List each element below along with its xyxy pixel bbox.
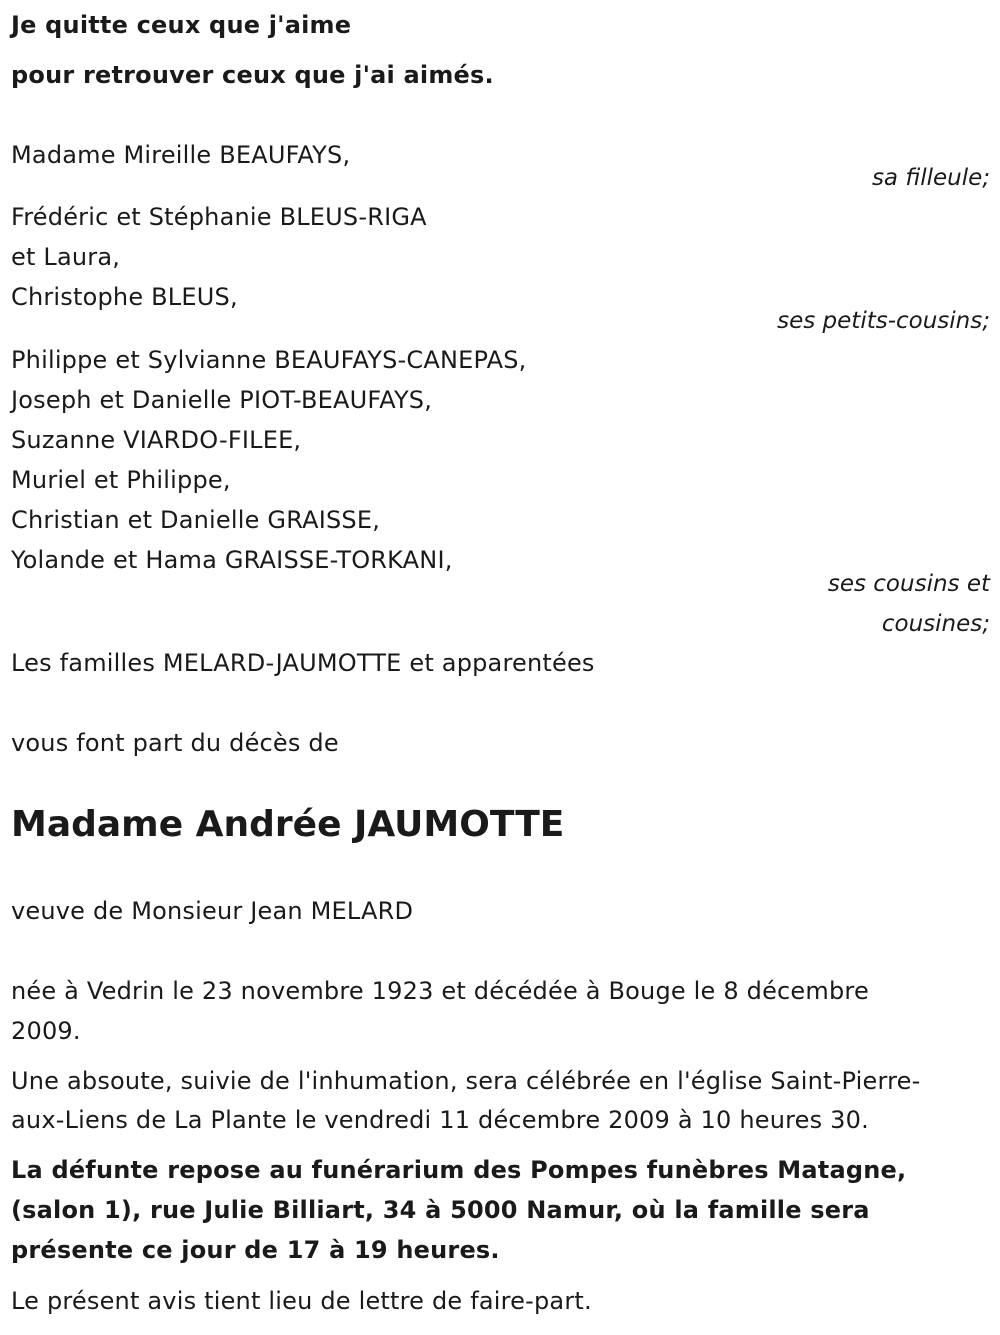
- family-name: et Laura,: [11, 243, 121, 271]
- announcement: vous font part du décès de: [11, 729, 339, 757]
- family-name: Philippe et Sylvianne BEAUFAYS-CANEPAS,: [11, 346, 527, 374]
- relation-label: sa filleule;: [871, 165, 990, 191]
- birth-death-line-1: née à Vedrin le 23 novembre 1923 et décédée à Bouge le 8 décembre: [11, 977, 869, 1005]
- visitation-line-2: (salon 1), rue Julie Billiart, 34 à 5000 Namur, où la famille sera: [11, 1196, 870, 1224]
- ceremony-line-2: aux-Liens de La Plante le vendredi 11 décembre 2009 à 10 heures 30.: [11, 1106, 869, 1134]
- family-name: Muriel et Philippe,: [11, 466, 231, 494]
- epigraph-line-2: pour retrouver ceux que j'ai aimés.: [11, 61, 494, 89]
- relation-label: ses cousins et: [827, 571, 990, 597]
- family-name: Madame Mireille BEAUFAYS,: [11, 141, 351, 169]
- family-name: Yolande et Hama GRAISSE-TORKANI,: [11, 546, 453, 574]
- visitation-line-1: La défunte repose au funérarium des Pompes funèbres Matagne,: [11, 1156, 907, 1184]
- birth-death-line-2: 2009.: [11, 1017, 81, 1045]
- closing-note: Le présent avis tient lieu de lettre de faire-part.: [11, 1287, 592, 1315]
- family-name: Christian et Danielle GRAISSE,: [11, 506, 381, 534]
- families-line: Les familles MELARD-JAUMOTTE et apparentées: [11, 649, 595, 677]
- relation-label: cousines;: [881, 611, 990, 637]
- epigraph-line-1: Je quitte ceux que j'aime: [11, 11, 352, 39]
- family-name: Frédéric et Stéphanie BLEUS-RIGA: [11, 203, 427, 231]
- family-name: Joseph et Danielle PIOT-BEAUFAYS,: [11, 386, 433, 414]
- deceased-name: Madame Andrée JAUMOTTE: [11, 804, 565, 845]
- family-name: Christophe BLEUS,: [11, 283, 238, 311]
- family-name: Suzanne VIARDO-FILEE,: [11, 426, 302, 454]
- widow-of: veuve de Monsieur Jean MELARD: [11, 897, 414, 925]
- ceremony-line-1: Une absoute, suivie de l'inhumation, sera célébrée en l'église Saint-Pierre-: [11, 1067, 921, 1095]
- relation-label: ses petits-cousins;: [777, 308, 990, 334]
- visitation-line-3: présente ce jour de 17 à 19 heures.: [11, 1236, 500, 1264]
